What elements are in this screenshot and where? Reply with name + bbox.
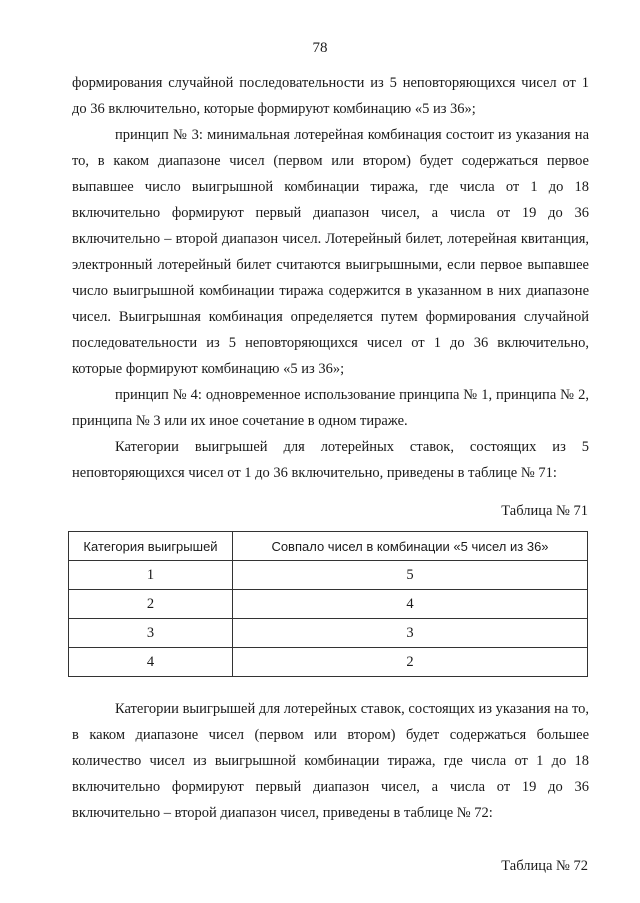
table-row	[69, 561, 588, 590]
table-72-caption: Таблица № 72	[501, 858, 588, 874]
table-71-caption: Таблица № 71	[501, 503, 588, 519]
paragraph-table71-intro: Категории выигрышей для лотерейных ставок, состоящих из 5 неповторяющихся чисел от 1 до 36 включительно, приведены в таблице № 71:	[72, 439, 589, 481]
page-number: 78	[312, 40, 328, 56]
paragraph-continuation: формирования случайной последовательности из 5 неповторяющихся чисел от 1 до 36 включительно, которые формируют комбинацию «5 из 36»;	[72, 75, 589, 117]
cell-matched: 4	[233, 590, 588, 619]
text-block-top	[72, 70, 589, 486]
paragraph-principle-3: принцип № 3: минимальная лотерейная комбинация состоит из указания на то, в каком диапазоне чисел (первом или втором) будет содержаться первое выпавшее число выигрышной комбинации тиража, где числа от 1 до 18 включительно формируют первый диапазон чисел, а числа от 19 до 36 включительно – второй диапазон чисел. Лотерейный билет, лотерейная квитанция, электронный лотерейный билет считаются выигрышными, если первое выпавшее число выигрышной комбинации тиража содержится в указанном в них диапазоне чисел. Выигрышная комбинация определяется путем формирования случайной последовательности из 5 неповторяющихся чисел от 1 до 36 включительно, которые формируют комбинацию «5 из 36»;	[72, 127, 589, 377]
cell-category: 2	[69, 590, 233, 619]
table-header-row	[69, 532, 588, 561]
cell-category: 1	[69, 561, 233, 590]
table-71	[68, 531, 588, 677]
header-matched: Совпало чисел в комбинации «5 чисел из 36»	[233, 532, 588, 561]
cell-matched: 3	[233, 619, 588, 648]
cell-category: 3	[69, 619, 233, 648]
cell-matched: 2	[233, 648, 588, 677]
header-category: Категория выигрышей	[69, 532, 233, 561]
text-block-bottom	[72, 696, 589, 826]
paragraph-principle-4: принцип № 4: одновременное использование принципа № 1, принципа № 2, принципа № 3 или их иное сочетание в одном тираже.	[72, 387, 589, 429]
table-row	[69, 590, 588, 619]
table-row	[69, 648, 588, 677]
table-row	[69, 619, 588, 648]
cell-matched: 5	[233, 561, 588, 590]
paragraph-table72-intro: Категории выигрышей для лотерейных ставок, состоящих из указания на то, в каком диапазоне чисел (первом или втором) будет содержаться большее количество чисел из выигрышной комбинации тиража, где числа от 1 до 18 включительно формируют первый диапазон чисел, а числа от 19 до 36 включительно – второй диапазон чисел, приведены в таблице № 72:	[72, 701, 589, 821]
cell-category: 4	[69, 648, 233, 677]
